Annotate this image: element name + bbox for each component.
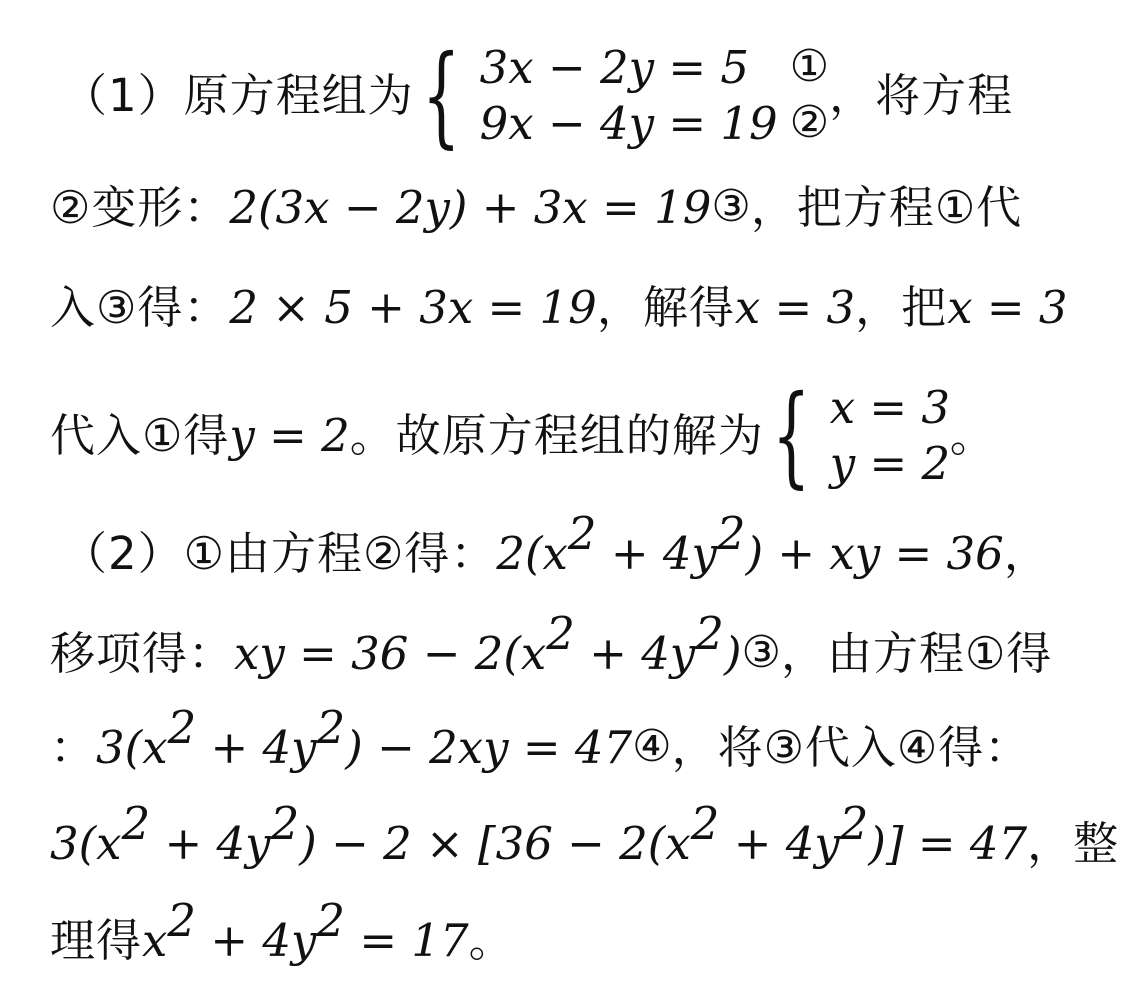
part2-line1 [62, 506, 1050, 588]
solution-row1: x = 3 [829, 380, 951, 434]
equation-system [421, 31, 830, 159]
part1-line4-expr: y = 2 [229, 408, 350, 462]
part1-line2-expr: 2(3x − 2y) + 3x = 19 [229, 180, 712, 234]
left-brace: { [421, 31, 461, 159]
part2-line4 [50, 796, 1120, 878]
part2-line3-prefix: ： [50, 720, 97, 774]
part2-line3-expr: $3(x^2 + 4y^2) - 2xy = 47$ [96, 700, 633, 774]
part1-line3-mid2: ，把 [855, 280, 948, 334]
part2-line3 [50, 700, 1031, 782]
part2-line1-suffix: ， [1003, 526, 1050, 580]
system-eq1-tag: ① [789, 41, 830, 92]
part2-line4-suffix: ，整 [1027, 816, 1120, 870]
solution-system [771, 371, 960, 499]
part2-line4-expr: $3(x^2 + 4y^2) - 2 \times [36 - 2(x^2 + 4y^2)] = 47$ [50, 796, 1028, 870]
part1-line2-tag: ③ [711, 181, 751, 232]
part2-line5 [50, 893, 515, 975]
left-brace: { [771, 371, 811, 499]
part1-line4-prefix: 代入①得 [50, 408, 230, 462]
part1-line3-solution: x = 3 [734, 280, 856, 334]
part2-line1-prefix: （2）①由方程②得： [62, 526, 497, 580]
solution-row2: y = 2 [829, 436, 951, 490]
part1-intro: （1）原方程组为 [62, 68, 414, 122]
part2-line5-prefix: 理得 [50, 913, 143, 967]
part2-line1-expr: $2(x^2 + 4y^2)$ + xy = 36 [496, 506, 1004, 580]
part2-line2-tag: ③ [741, 627, 781, 678]
part1-line3-sub: x = 3 [947, 280, 1068, 334]
part2-line3-tag: ④ [632, 721, 672, 772]
system-eq2-tag: ② [789, 97, 830, 148]
part1-line4-end: 。 [949, 408, 996, 462]
part2-line3-suffix: ，将③代入④得： [671, 720, 1031, 774]
part1-after-system: ，将方程 [829, 68, 1014, 122]
part1-line2-prefix: ②变形： [50, 180, 230, 234]
part1-line3-expr: 2 × 5 + 3x = 19 [229, 280, 597, 334]
part2-line2-prefix: 移项得： [50, 626, 235, 680]
part1-line3-mid: ，解得 [596, 280, 735, 334]
part1-line4 [50, 371, 996, 499]
part1-line3-prefix: 入③得： [50, 280, 230, 334]
part1-line2-suffix: ，把方程①代 [750, 180, 1023, 234]
part2-line5-expr: $x^2 + 4y^2 = 17$ [142, 893, 469, 967]
part1-line1 [62, 31, 1014, 159]
system-eq2: 9x − 4y = 19 [479, 96, 778, 150]
part1-line4-mid: 。故原方程组的解为 [349, 408, 764, 462]
part1-line3 [50, 272, 1068, 342]
system-eq1: 3x − 2y = 5 [479, 40, 749, 94]
part2-line2-suffix: ，由方程①得 [780, 626, 1053, 680]
part1-line2 [50, 172, 1022, 242]
part2-line2-expr: xy = $36 - 2(x^2 + 4y^2)$ [234, 606, 742, 680]
part2-line5-suffix: 。 [468, 913, 515, 967]
part2-line2 [50, 606, 1053, 688]
